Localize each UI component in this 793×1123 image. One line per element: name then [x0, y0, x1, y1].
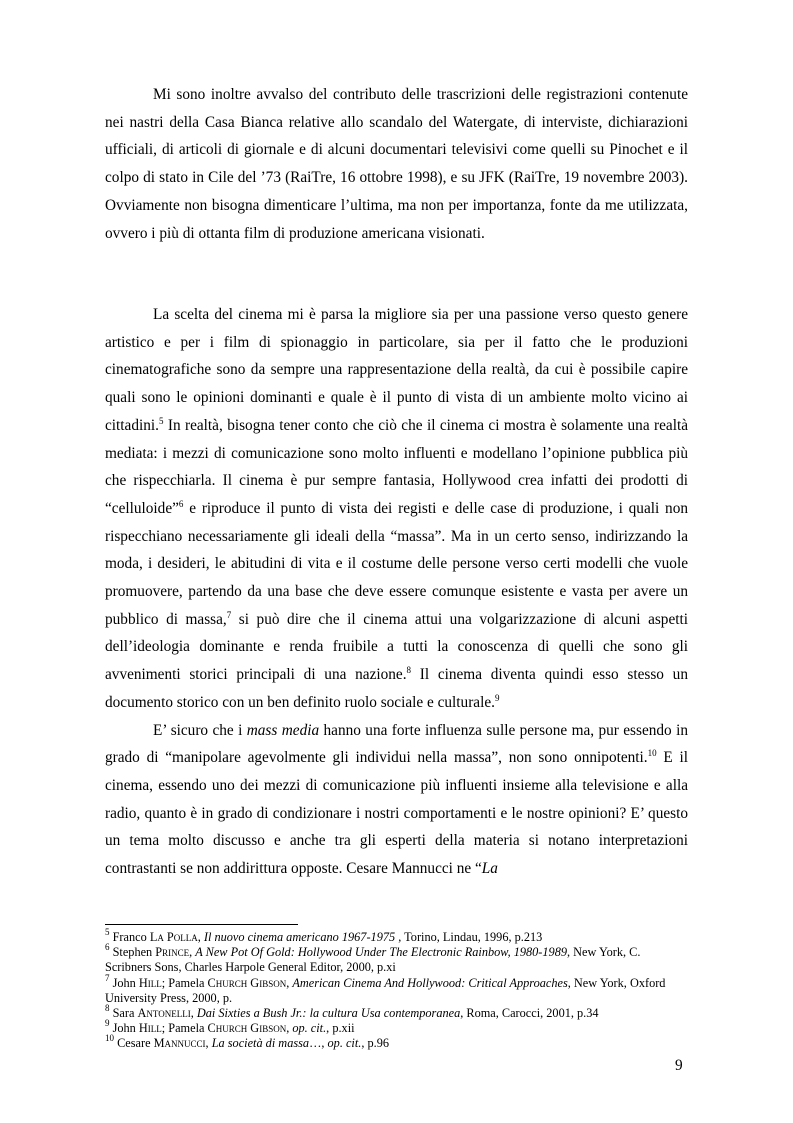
work-title: op. cit.: [292, 1021, 327, 1036]
work-title: Il nuovo cinema americano 1967-1975: [203, 930, 396, 944]
coauthor-first: ; Pamela: [161, 975, 208, 990]
separator: ,: [197, 930, 204, 944]
work-title-secondary: op. cit.: [327, 1036, 362, 1051]
footnote-number: 6: [105, 942, 110, 953]
citation-rest-secondary: , p.96: [361, 1036, 389, 1051]
italic-term: mass media: [246, 721, 320, 739]
footnote-ref-10[interactable]: 10: [647, 748, 657, 759]
separator: ,: [205, 1036, 212, 1051]
author-first: Franco: [112, 930, 150, 944]
footnote-8: [105, 1003, 688, 1021]
work-title: A New Pot Of Gold: Hollywood Under The Electronic Rainbow, 1980-1989: [195, 945, 567, 960]
separator: ,: [286, 975, 293, 990]
author-surname: La Polla: [149, 930, 198, 944]
footnote-separator: [105, 924, 298, 925]
author-first: John: [112, 1021, 139, 1036]
citation-rest: , Roma, Carocci, 2001, p.34: [460, 1006, 599, 1021]
author-first: John: [112, 975, 139, 990]
text-run: La scelta del cinema mi è parsa la migliore sia per una passione verso questo genere artistico e per i film di spionaggio in particolare, sia per il fatto che le produzioni cinematografiche sono da sempre una rappresentazione della realtà, da cui è possibile capire quali sono le opinioni dominanti e quale è il punto di vista di un ambiente molto vicino ai cittadini.: [105, 306, 688, 434]
text-run: Il cinema diventa quindi esso stesso un documento storico con un ben definito ruolo sociale e culturale.: [105, 666, 688, 711]
citation-rest: , Torino, Lindau, 1996, p.213: [395, 930, 543, 944]
footnote-9: [105, 1018, 688, 1036]
footnote-5: [105, 927, 688, 945]
footnote-7: [105, 972, 688, 1006]
italic-title-start: La: [481, 860, 498, 878]
citation-rest: , New York, Oxford University Press, 2000, p.: [105, 975, 666, 1005]
coauthor-surname: Church Gibson: [207, 975, 287, 990]
footnote-number: 5: [105, 927, 110, 937]
body-text-block-1: [105, 81, 688, 247]
separator: ,: [190, 1006, 197, 1021]
footnote-number: 7: [105, 972, 110, 983]
work-title: American Cinema And Hollywood: Critical Approaches: [292, 975, 568, 990]
text-run: si può dire che il cinema attui una volgarizzazione di alcuni aspetti dell’ideologia dominante e renda fruibile a tutti la conoscenza di quelli che sono gli avvenimenti storici principali di una nazione.: [105, 610, 688, 684]
text-run: E’ sicuro che i: [153, 721, 247, 739]
coauthor-first: ; Pamela: [161, 1021, 208, 1036]
paragraph-3: [105, 717, 688, 883]
work-title: La società di massa: [211, 1036, 310, 1051]
footnote-ref-9[interactable]: 9: [494, 692, 500, 703]
footnote-ref-5[interactable]: 5: [158, 415, 164, 426]
author-surname: Mannucci: [153, 1036, 206, 1051]
coauthor-surname: Church Gibson: [207, 1021, 287, 1036]
footnotes: [105, 927, 688, 1052]
author-first: Stephen: [112, 945, 156, 960]
footnote-number: 8: [105, 1003, 110, 1014]
footnote-6: [105, 942, 688, 975]
separator: ,: [189, 945, 196, 960]
author-surname: Prince: [155, 945, 190, 960]
author-surname: Hill: [138, 975, 162, 990]
author-surname: Antonelli: [137, 1006, 191, 1021]
body-text-block-2: [105, 301, 688, 883]
paragraph-1: Mi sono inoltre avvalso del contributo delle trascrizioni delle registrazioni contenute nei nastri della Casa Bianca relative allo scandalo del Watergate, di interviste, dichiarazioni ufficiali, di articoli di giornale e di alcuni documentari televisivi come quelli su Pinochet e il colpo di stato in Cile del ’73 (RaiTre, 16 ottobre 1998), e su JFK (RaiTre, 19 novembre 2003). Ovviamente non bisogna dimenticare l’ultima, ma non per importanza, fonte da me utilizzata, ovvero i più di ottanta film di produzione americana visionati.: [105, 86, 688, 242]
footnote-number: 9: [105, 1018, 110, 1029]
separator: ,: [286, 1021, 293, 1036]
text-run: E il cinema, essendo uno dei mezzi di comunicazione più influenti insieme alla televisione e alla radio, quanto è in grado di condizionare i nostri comportamenti e le nostre opinioni? E’ questo un tema molto discusso e anche tra gli esperti della materia si notano interpretazioni contrastanti se non addirittura opposte. Cesare Mannucci ne “: [105, 749, 688, 878]
footnote-10: [105, 1033, 688, 1051]
footnote-ref-7[interactable]: 7: [226, 609, 232, 620]
work-title: Dai Sixties a Bush Jr.: la cultura Usa contemporanea: [196, 1006, 461, 1021]
author-first: Sara: [112, 1006, 138, 1021]
text-run: hanno una forte influenza sulle persone ma, pur essendo in grado di “manipolare agevolmente gli individui nella massa”, non sono onnipotenti.: [105, 721, 688, 767]
text-run: e riproduce il punto di vista dei registi e delle case di produzione, i quali non rispecchiano necessariamente gli ideali della “massa”. Ma in un certo senso, indirizzando la moda, i desideri, le abitudini di vita e il costume delle persone verso certi modelli che vuole promuovere, partendo da una base che deve essere comunque esistente e vasta per avere un pubblico di massa,: [105, 499, 688, 628]
text-run: In realtà, bisogna tener conto che ciò che il cinema ci mostra è solamente una realtà mediata: i mezzi di comunicazione sono molto influenti e modellano l’opinione pubblica più che rispecchiarla. Il cinema è pur sempre fantasia, Hollywood crea infatti dei prodotti di “celluloide”: [105, 416, 688, 517]
citation-rest: , New York, C. Scribners Sons, Charles Harpole General Editor, 2000, p.xi: [105, 945, 641, 975]
footnote-ref-8[interactable]: 8: [406, 665, 412, 676]
citation-rest: , p.xii: [326, 1021, 355, 1036]
footnote-ref-6[interactable]: 6: [178, 498, 184, 509]
footnote-number: 10: [105, 1033, 114, 1044]
paragraph-2: [105, 301, 688, 717]
author-surname: Hill: [138, 1021, 162, 1036]
author-first: Cesare: [117, 1036, 154, 1051]
page-number: 9: [675, 1057, 683, 1074]
citation-rest: …,: [309, 1036, 328, 1051]
